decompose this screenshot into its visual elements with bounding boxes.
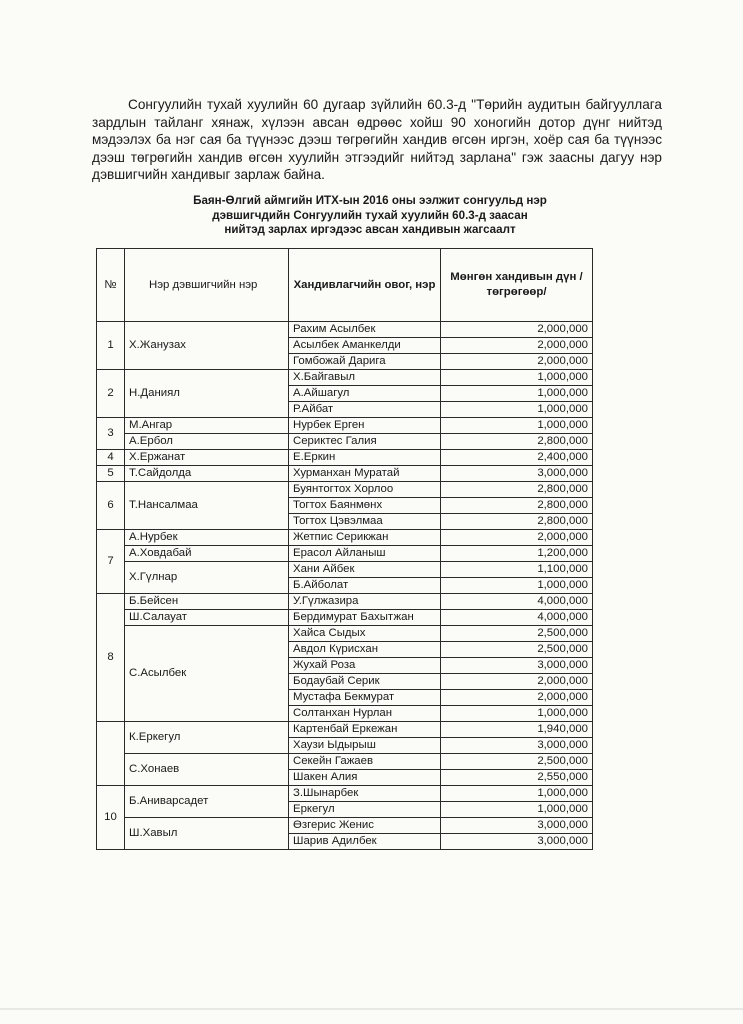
donation-table — [96, 248, 593, 850]
title-line: дэвшигчдийн Сонгуулийн тухай хуулийн 60.3-д заасан — [212, 208, 528, 222]
candidate-name: А.Нурбек — [125, 530, 289, 546]
donor-name: З.Шынарбек — [289, 786, 441, 802]
donation-amount: 2,800,000 — [441, 514, 593, 530]
donor-name: Гомбожай Дарига — [289, 354, 441, 370]
donation-amount: 2,000,000 — [441, 674, 593, 690]
donor-name: Жухай Роза — [289, 658, 441, 674]
donor-name: Хаузи Ыдырыш — [289, 738, 441, 754]
donor-name: Нурбек Ерген — [289, 418, 441, 434]
donor-name: Бердимурат Бахытжан — [289, 610, 441, 626]
donation-amount: 1,000,000 — [441, 386, 593, 402]
donor-name: Б.Айболат — [289, 578, 441, 594]
table-row — [97, 562, 593, 578]
candidate-name: Х.Гүлнар — [125, 562, 289, 594]
donation-amount: 2,400,000 — [441, 450, 593, 466]
donation-amount: 3,000,000 — [441, 658, 593, 674]
title-line: Баян-Өлгий аймгийн ИТХ-ын 2016 оны ээлжит сонгуульд нэр — [193, 194, 547, 207]
table-row — [97, 754, 593, 770]
table-row — [97, 530, 593, 546]
row-number: 4 — [97, 450, 125, 466]
table-row — [97, 610, 593, 626]
donation-amount: 2,000,000 — [441, 354, 593, 370]
donor-name: Жетпис Серикжан — [289, 530, 441, 546]
header-donor: Хандивлагчийн овог, нэр — [289, 249, 441, 322]
row-number: 5 — [97, 466, 125, 482]
row-number: 1 — [97, 322, 125, 370]
donation-amount: 1,000,000 — [441, 802, 593, 818]
table-row — [97, 546, 593, 562]
donor-name: Рахим Асылбек — [289, 322, 441, 338]
donor-name: Хани Айбек — [289, 562, 441, 578]
candidate-name: А.Ербол — [125, 434, 289, 450]
header-amount: Мөнгөн хандивын дүн /төгрөгөөр/ — [441, 249, 593, 322]
donation-amount: 2,800,000 — [441, 434, 593, 450]
candidate-name: А.Ховдабай — [125, 546, 289, 562]
donation-amount: 2,500,000 — [441, 642, 593, 658]
donation-amount: 1,000,000 — [441, 370, 593, 386]
donation-amount: 1,000,000 — [441, 402, 593, 418]
document-title — [150, 194, 590, 238]
table-row — [97, 482, 593, 498]
donation-amount: 2,000,000 — [441, 322, 593, 338]
donation-amount: 1,000,000 — [441, 706, 593, 722]
donation-amount: 4,000,000 — [441, 594, 593, 610]
candidate-name: Н.Даниял — [125, 370, 289, 418]
header-candidate: Нэр дэвшигчийн нэр — [125, 249, 289, 322]
table-row — [97, 786, 593, 802]
candidate-name: Х.Жанузах — [125, 322, 289, 370]
row-number: 8 — [97, 594, 125, 722]
candidate-name: С.Хонаев — [125, 754, 289, 786]
donation-amount: 2,500,000 — [441, 626, 593, 642]
table-header-row — [97, 249, 593, 322]
donor-name: Сериктес Галия — [289, 434, 441, 450]
table-row — [97, 818, 593, 834]
candidate-name: М.Ангар — [125, 418, 289, 434]
donor-name: Асылбек Аманкелди — [289, 338, 441, 354]
donation-amount: 1,000,000 — [441, 418, 593, 434]
donor-name: Х.Байгавыл — [289, 370, 441, 386]
donor-name: Шакен Алия — [289, 770, 441, 786]
table-row — [97, 370, 593, 386]
donation-amount: 2,000,000 — [441, 338, 593, 354]
donation-amount: 3,000,000 — [441, 466, 593, 482]
candidate-name: Х.Ержанат — [125, 450, 289, 466]
donor-name: Мустафа Бекмурат — [289, 690, 441, 706]
intro-text: Сонгуулийн тухай хуулийн 60 дугаар зүйлийн 60.3-д "Төрийн аудитын байгууллага зардлын тайланг хянаж, хүлээн авсан өдрөөс хойш 90 хоногийн дотор дүнг нийтэд мэдээлэх ба нэг сая ба түүнээс дээш төгрөгийн хандив өгсөн иргэн, хоёр сая ба түүнээс дээш төгрөгийн хандив өгсөн хуулийн этгээдийг нийтэд зарлана" гэж заасны дагуу нэр дэвшигчийн хандивыг зарлаж байна. — [92, 97, 662, 183]
row-number: 10 — [97, 786, 125, 850]
donation-amount: 4,000,000 — [441, 610, 593, 626]
donor-name: Буянтогтох Хорлоо — [289, 482, 441, 498]
donor-name: Хайса Сыдых — [289, 626, 441, 642]
candidate-name: К.Еркегул — [125, 722, 289, 754]
table-row — [97, 466, 593, 482]
candidate-name: Т.Сайдолда — [125, 466, 289, 482]
donor-name: Бодаубай Серик — [289, 674, 441, 690]
donor-name: Еркегул — [289, 802, 441, 818]
donation-amount: 2,000,000 — [441, 690, 593, 706]
header-no: № — [97, 249, 125, 322]
donation-amount: 1,200,000 — [441, 546, 593, 562]
table-row — [97, 322, 593, 338]
row-number: 2 — [97, 370, 125, 418]
donation-amount: 3,000,000 — [441, 834, 593, 850]
donor-name: Секейн Гажаев — [289, 754, 441, 770]
donation-amount: 3,000,000 — [441, 738, 593, 754]
page-edge — [0, 1008, 743, 1010]
candidate-name: Б.Бейсен — [125, 594, 289, 610]
donor-name: Картенбай Еркежан — [289, 722, 441, 738]
table-row — [97, 434, 593, 450]
candidate-name: С.Асылбек — [125, 626, 289, 722]
row-number — [97, 722, 125, 786]
donation-amount: 1,940,000 — [441, 722, 593, 738]
donor-name: У.Гүлжазира — [289, 594, 441, 610]
donation-amount: 1,000,000 — [441, 786, 593, 802]
donor-name: Р.Айбат — [289, 402, 441, 418]
donation-amount: 2,500,000 — [441, 754, 593, 770]
donation-amount: 2,800,000 — [441, 482, 593, 498]
donation-amount: 1,100,000 — [441, 562, 593, 578]
donation-amount: 2,800,000 — [441, 498, 593, 514]
donor-name: Тогтох Баянмөнх — [289, 498, 441, 514]
table-row — [97, 450, 593, 466]
candidate-name: Т.Нансалмаа — [125, 482, 289, 530]
table-row — [97, 594, 593, 610]
donor-name: Солтанхан Нурлан — [289, 706, 441, 722]
donor-name: Авдол Күрисхан — [289, 642, 441, 658]
title-line: нийтэд зарлах иргэдээс авсан хандивын жагсаалт — [224, 223, 516, 237]
candidate-name: Б.Аниварсадет — [125, 786, 289, 818]
intro-paragraph — [92, 96, 662, 184]
donor-name: Тогтох Цэвэлмаа — [289, 514, 441, 530]
table-row — [97, 418, 593, 434]
table-row — [97, 722, 593, 738]
donation-amount: 2,550,000 — [441, 770, 593, 786]
row-number: 3 — [97, 418, 125, 450]
candidate-name: Ш.Хавыл — [125, 818, 289, 850]
table-row — [97, 626, 593, 642]
row-number: 7 — [97, 530, 125, 594]
donor-name: Хурманхан Муратай — [289, 466, 441, 482]
donor-name: Ерасол Айланыш — [289, 546, 441, 562]
donation-amount: 2,000,000 — [441, 530, 593, 546]
donor-name: Е.Еркин — [289, 450, 441, 466]
candidate-name: Ш.Салауат — [125, 610, 289, 626]
donor-name: А.Айшагул — [289, 386, 441, 402]
donor-name: Өзгерис Женис — [289, 818, 441, 834]
row-number: 6 — [97, 482, 125, 530]
table-body — [97, 322, 593, 850]
donor-name: Шарив Адилбек — [289, 834, 441, 850]
donation-amount: 3,000,000 — [441, 818, 593, 834]
donation-amount: 1,000,000 — [441, 578, 593, 594]
